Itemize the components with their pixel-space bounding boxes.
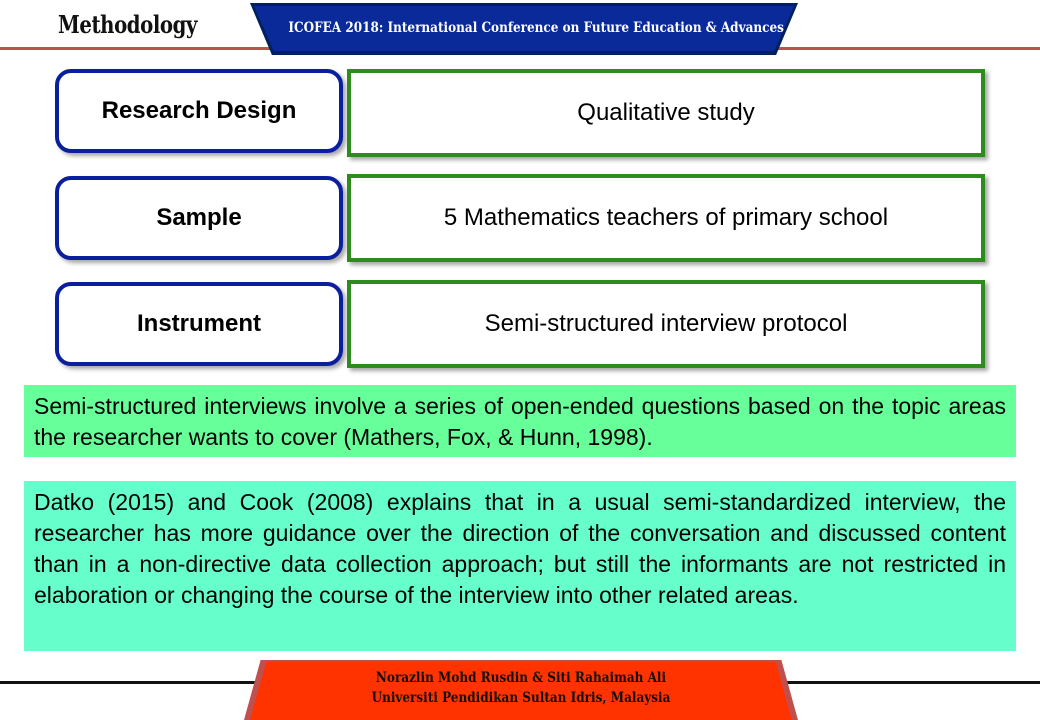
research-design-label-box bbox=[55, 69, 343, 153]
sample-value: 5 Mathematics teachers of primary school bbox=[443, 204, 889, 231]
research-design-label: Research Design bbox=[101, 97, 297, 124]
footer-affiliation: Universiti Pendidikan Sultan Idris, Malaysia bbox=[371, 690, 671, 706]
research-design-value-box bbox=[347, 69, 985, 157]
semi-structured-definition-note: Semi-structured interviews involve a series of open-ended questions based on the topic areas the researcher wants to cover (Mathers, Fox, & Hunn, 1998). bbox=[24, 385, 1016, 457]
instrument-label: Instrument bbox=[136, 310, 261, 337]
slide-title: Methodology bbox=[58, 10, 198, 39]
semi-standardized-explanation-note: Datko (2015) and Cook (2008) explains that in a usual semi-standardized interview, the researcher has more guidance over the direction of the conversation and discussed content than in a non-directive data collection approach; but still the informants are not restricted in elaboration or changing the course of the interview into other related areas. bbox=[24, 481, 1016, 651]
sample-label-box bbox=[55, 176, 343, 260]
research-design-value: Qualitative study bbox=[577, 99, 755, 126]
instrument-value: Semi-structured interview protocol bbox=[484, 310, 848, 337]
conference-banner-text: ICOFEA 2018: International Conference on Future Education & Advances bbox=[288, 20, 784, 36]
footer-banner-text bbox=[244, 668, 798, 708]
sample-label: Sample bbox=[156, 204, 242, 231]
instrument-label-box bbox=[55, 282, 343, 366]
sample-value-box bbox=[347, 174, 985, 262]
instrument-value-box bbox=[347, 280, 985, 368]
footer-authors: Norazlin Mohd Rusdin & Siti Rahaimah Ali bbox=[375, 670, 667, 686]
